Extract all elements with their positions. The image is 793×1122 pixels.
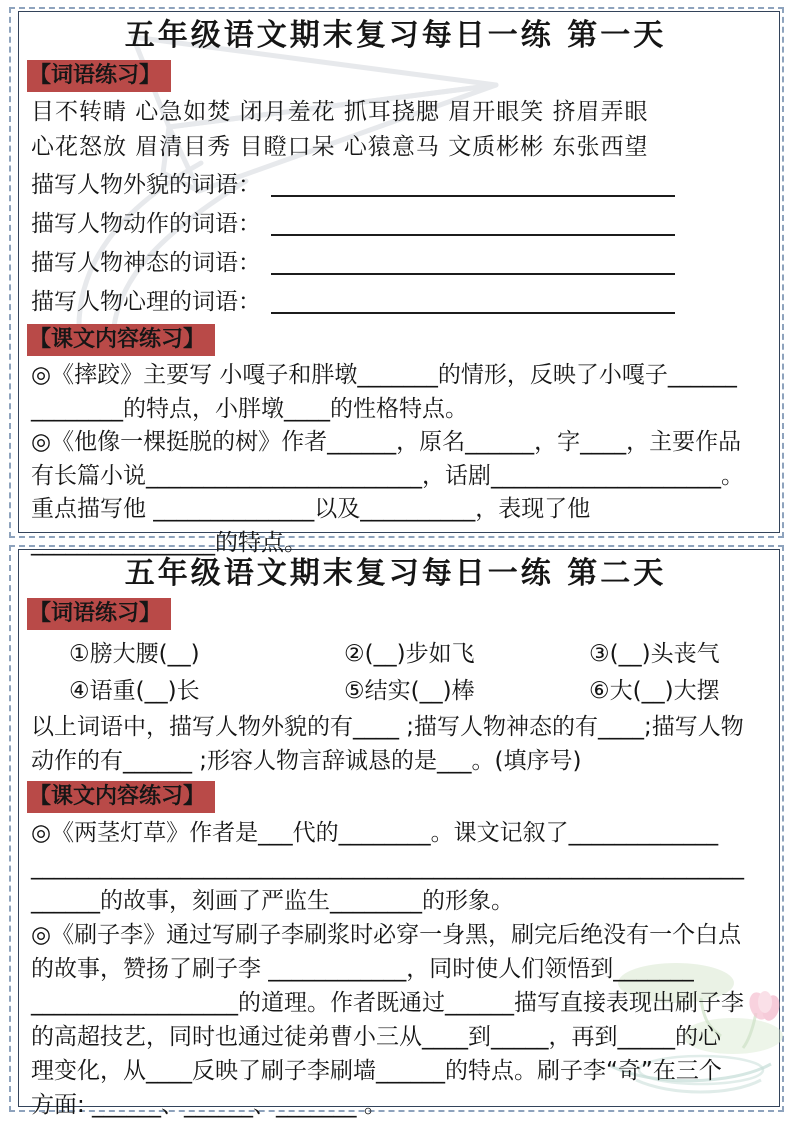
fill-row-label: 描写人物动作的词语： [31, 211, 261, 237]
idiom-item: ③(__)头丧气 [589, 641, 720, 667]
day1-text-content-badge: 【课文内容练习】 [27, 324, 215, 356]
day1-title: 五年级语文期末复习每日一练 第一天 [124, 18, 667, 53]
fill-row-appearance [31, 165, 760, 204]
day2-content [11, 547, 782, 1122]
passage-line: ______的故事，刻画了严监生________的形象。 [31, 888, 514, 914]
fill-row-label: 描写人物神态的词语： [31, 250, 261, 276]
day1-word-practice-badge: 【词语练习】 [27, 60, 171, 92]
idiom-item: ①膀大腰(__) [69, 641, 200, 667]
fill-row-action [31, 204, 760, 243]
fill-row-expression [31, 243, 760, 282]
passage-line: 重点描写他 ______________以及__________，表现了他 [31, 496, 591, 522]
worksheet-day2 [9, 545, 784, 1118]
passage-line: 有长篇小说________________________，话剧____________________。 [31, 462, 744, 489]
idiom-item: ④语重(__)长 [69, 678, 200, 704]
passage-line: 理变化，从____反映了刷子李刷墙______的特点。刷子李“奇”在三个 [31, 1058, 722, 1084]
passage-line: 的高超技艺，同时也通过徒弟曹小三从____到_____，再到_____的心 [31, 1024, 721, 1050]
passage-line: ◎《刷子李》通过写刷子李刷浆时必穿一身黑，刷完后绝没有一个白点 [31, 922, 742, 948]
answer-blank-line [271, 216, 675, 236]
passage-line: 方面: ______、______、_______ 。 [31, 1092, 387, 1118]
answer-blank-line [271, 294, 675, 314]
passage-line: ________________的特点。 [31, 529, 307, 556]
fill-row-label: 描写人物外貌的词语： [31, 172, 261, 198]
classify-line: 以上词语中，描写人物外貌的有____ ;描写人物神态的有____;描写人物 [31, 714, 744, 740]
worksheet-day1 [9, 7, 784, 556]
word-bank-line: 心花怒放 眉清目秀 目瞪口呆 心猿意马 文质彬彬 东张西望 [31, 134, 649, 160]
day2-word-practice-badge: 【词语练习】 [27, 598, 171, 630]
passage-line: ______________________________________________________________ [31, 854, 744, 880]
passage-line: ________的特点，小胖墩____的性格特点。 [31, 395, 468, 422]
day2-text-content-badge: 【课文内容练习】 [27, 781, 215, 813]
fill-row-psychology [31, 282, 760, 321]
passage-line: 的故事，赞扬了刷子李 ____________，同时使人们领悟到_______ [31, 956, 694, 982]
passage-line: ◎《两茎灯草》作者是___代的________。课文记叙了_____________ [31, 820, 719, 846]
idiom-item: ⑥大(__)大摆 [589, 678, 720, 704]
day2-title: 五年级语文期末复习每日一练 第二天 [124, 556, 667, 591]
answer-blank-line [271, 255, 675, 275]
passage-line: ◎《他像一棵挺脱的树》作者______，原名______，字____，主要作品 [31, 429, 742, 455]
fill-row-label: 描写人物心理的词语： [31, 289, 261, 315]
idiom-item: ②(__)步如飞 [344, 641, 475, 667]
day1-content [11, 9, 782, 560]
classify-line: 动作的有______ ;形容人物言辞诚恳的是___。(填序号) [31, 748, 582, 774]
idiom-item: ⑤结实(__)棒 [344, 678, 475, 704]
passage-line: __________________的道理。作者既通过______描写直接表现出刷子李 [31, 990, 744, 1016]
idiom-fill-grid [31, 637, 760, 708]
passage-line: ◎《摔跤》主要写 小嘎子和胖墩_______的情形，反映了小嘎子______ [31, 362, 737, 388]
answer-blank-line [271, 177, 675, 197]
word-bank-line: 目不转睛 心急如焚 闭月羞花 抓耳挠腮 眉开眼笑 挤眉弄眼 [31, 99, 649, 125]
